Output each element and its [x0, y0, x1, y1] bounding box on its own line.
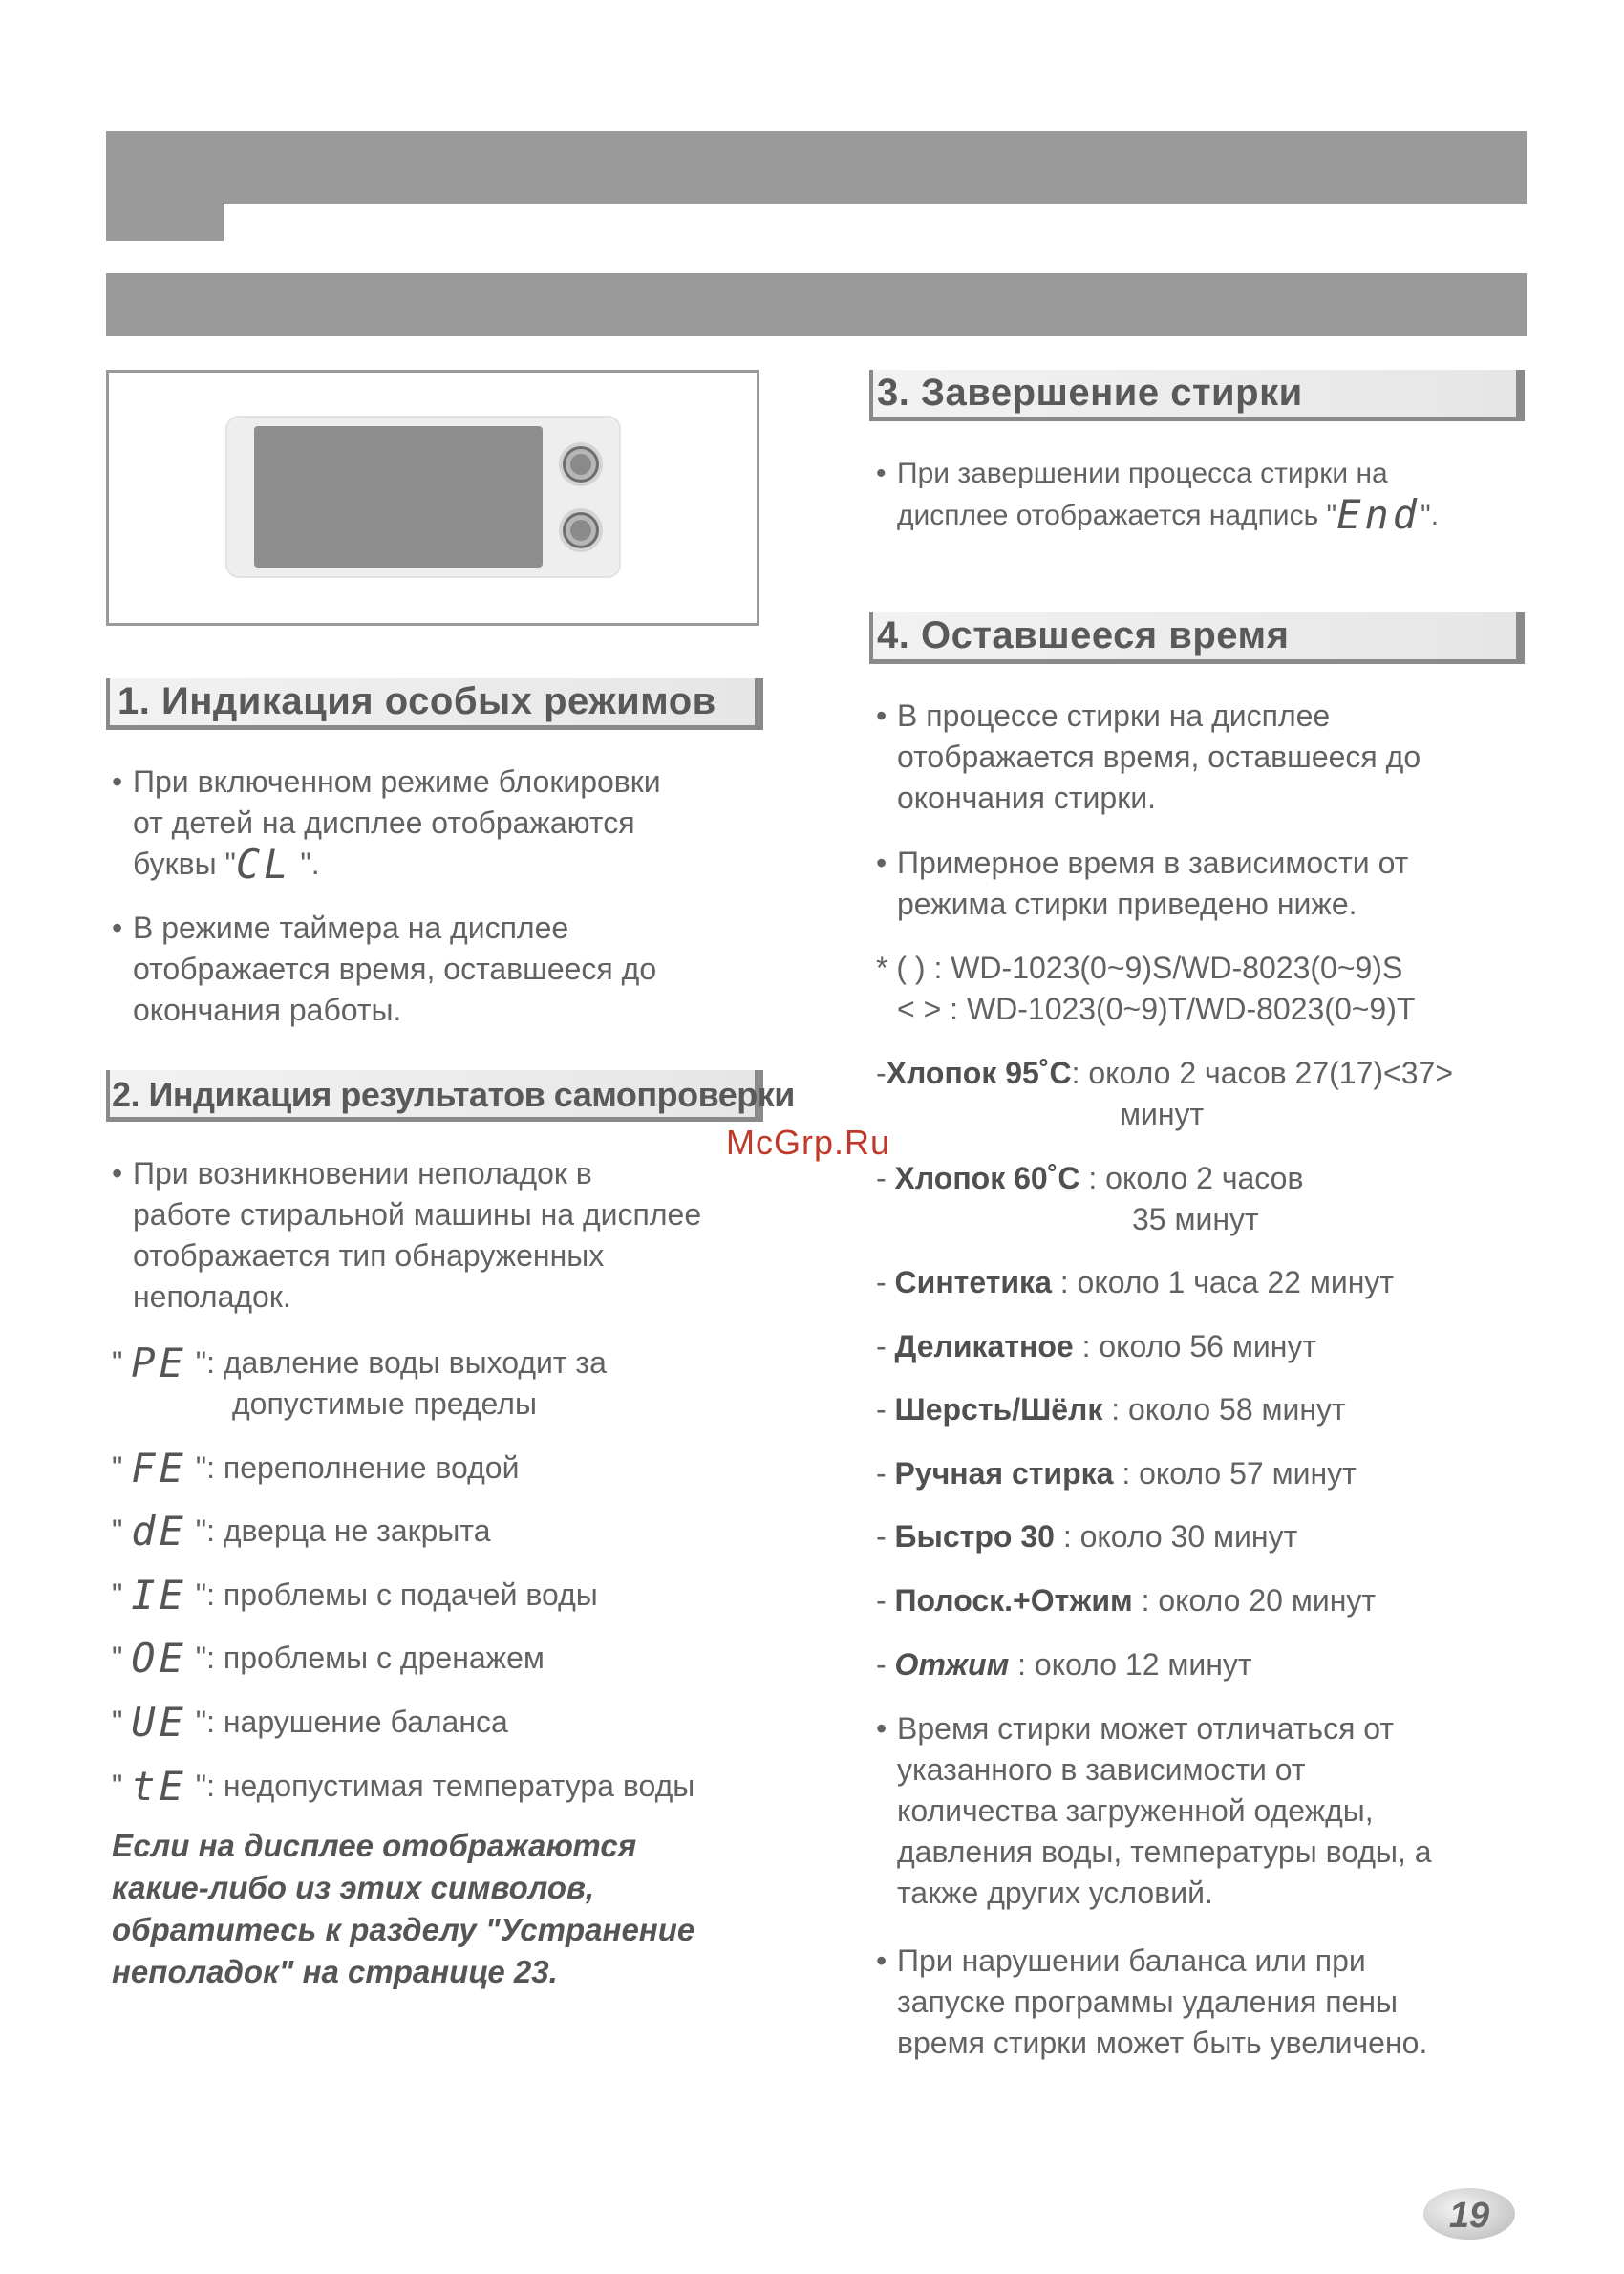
watermark: McGrp.Ru: [726, 1123, 891, 1162]
display-code: tE: [131, 1763, 187, 1810]
header-bar: [106, 131, 1527, 204]
section-4-header: [869, 612, 1525, 664]
display-code: dE: [131, 1508, 187, 1555]
page-number: 19: [1448, 2196, 1490, 2236]
display-code: UE: [131, 1699, 187, 1746]
display-code: PE: [131, 1340, 187, 1386]
section-1-bullet-2: • В режиме таймера на дисплее отображается время, оставшееся до окончания работы.: [112, 911, 657, 1027]
error-code-row: " tE ": недопустимая температура воды: [112, 1763, 695, 1810]
program-row: -Хлопок 95˚C: около 2 часов 27(17)<37> минут: [876, 1056, 1454, 1131]
program-row: - Полоск.+Отжим : около 20 минут: [876, 1583, 1377, 1618]
section-1-bullet-1: • При включенном режиме блокировки от детей на дисплее отображаются буквы "CL ".: [112, 764, 661, 888]
model-legend: * ( ) : WD-1023(0~9)S/WD-8023(0~9)S < > : WD-1023(0~9)T/WD-8023(0~9)T: [876, 951, 1416, 1026]
button-icon: [563, 512, 599, 548]
section-3-header: [869, 370, 1525, 421]
header-tab: [106, 204, 224, 241]
error-code-row: " IE ": проблемы с подачей воды: [112, 1572, 598, 1619]
program-row: - Синтетика : около 1 часа 22 минут: [876, 1265, 1395, 1299]
section-1-title: 1. Индикация особых режимов: [118, 680, 716, 722]
section-4-bullet-2: • Примерное время в зависимости от режима стирки приведено ниже.: [876, 846, 1409, 921]
button-icon: [563, 446, 599, 483]
error-code-row: " dE ": дверца не закрыта: [112, 1508, 491, 1555]
section-1-header: [106, 678, 763, 730]
section-2-title: 2. Индикация результатов самопроверки: [112, 1075, 795, 1114]
section-4-title: 4. Оставшееся время: [877, 614, 1290, 656]
display-code: IE: [131, 1572, 187, 1619]
program-row: - Ручная стирка : около 57 минут: [876, 1456, 1357, 1491]
display-code: FE: [131, 1445, 187, 1491]
program-row: - Деликатное : около 56 минут: [876, 1329, 1317, 1363]
display-screen: [254, 426, 543, 568]
program-row: - Хлопок 60˚C : около 2 часов 35 минут: [876, 1161, 1304, 1236]
display-code-cl: CL: [235, 841, 292, 888]
section-4-bullet-3: • Время стирки может отличаться от указанного в зависимости от количества загруженной одежды, давления воды, температуры воды, а также других условий.: [876, 1711, 1432, 1910]
section-2-intro: • При возникновении неполадок в работе стиральной машины на дисплее отображается тип обнаруженных неполадок.: [112, 1156, 702, 1314]
section-3-title: 3. Завершение стирки: [877, 372, 1303, 414]
service-note: Если на дисплее отображаются какие-либо из этих символов, обратитесь к разделу "Устранение неполадок" на странице 23.: [112, 1828, 695, 1989]
error-code-row: " FE ": переполнение водой: [112, 1445, 520, 1491]
section-3-bullet: • При завершении процесса стирки на дисплее отображается надпись "End".: [876, 458, 1440, 538]
subheader-bar: [106, 273, 1527, 336]
program-row: - Быстро 30 : около 30 минут: [876, 1519, 1298, 1554]
page-number-badge: [1423, 2188, 1515, 2240]
display-code: OE: [131, 1635, 187, 1682]
error-code-row: " PE ": давление воды выходит за допустимые пределы: [112, 1340, 607, 1421]
display-code-end: End: [1336, 491, 1421, 538]
section-2-header: [106, 1070, 795, 1122]
section-4-bullet-4: • При нарушении баланса или при запуске программы удаления пены время стирки может быть увеличено.: [876, 1943, 1428, 2060]
section-4-bullet-1: • В процессе стирки на дисплее отображается время, оставшееся до окончания стирки.: [876, 698, 1421, 815]
error-code-row: " OE ": проблемы с дренажем: [112, 1635, 545, 1682]
error-code-row: " UE ": нарушение баланса: [112, 1699, 508, 1746]
program-row: - Шерсть/Шёлк : около 58 минут: [876, 1392, 1346, 1427]
program-row: - Отжим : около 12 минут: [876, 1647, 1252, 1682]
